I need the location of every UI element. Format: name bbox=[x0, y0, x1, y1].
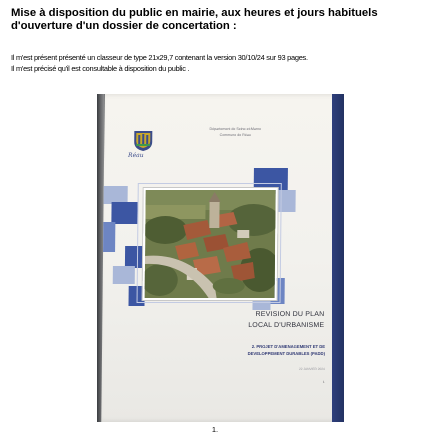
description-line-2: Il m'est précisé qu'il est consultable à disposition du public . bbox=[11, 63, 190, 73]
binder-spine bbox=[332, 94, 344, 422]
figure-caption: 1. bbox=[211, 425, 219, 434]
commune-logo-text: Réau bbox=[128, 152, 144, 159]
aerial-village-image bbox=[143, 188, 278, 300]
decor-block bbox=[113, 266, 135, 284]
cover-header-department: Département de Seine-et-Marne bbox=[209, 127, 262, 131]
decor-block bbox=[111, 202, 137, 224]
coat-of-arms-icon bbox=[133, 130, 153, 152]
cover-page-marker: 1 bbox=[322, 380, 325, 384]
cover-subtitle-line-1: 2. PROJET D'AMENAGEMENT ET DE bbox=[251, 344, 326, 349]
description-line-1: Il m'est présent présenté un classeur de type 21x29,7 contenant la version 30/10/24 sur 93 pages. bbox=[11, 53, 308, 62]
document-cover-photo bbox=[97, 94, 344, 422]
cover-page bbox=[101, 94, 342, 422]
description-paragraph bbox=[11, 53, 426, 74]
cover-header bbox=[160, 126, 310, 138]
cover-title bbox=[197, 309, 324, 331]
decor-block bbox=[103, 222, 115, 252]
cover-title-line-2: LOCAL D'URBANISME bbox=[248, 322, 325, 329]
section-heading: Mise à disposition du public en mairie, aux heures et jours habituels d'ouverture d'un dossier de concertation : bbox=[11, 7, 378, 32]
cover-date: 22 JANVIER 2024 bbox=[298, 367, 325, 371]
cover-subtitle bbox=[166, 343, 325, 357]
cover-header-commune: Commune de Réau bbox=[219, 133, 251, 137]
cover-title-line-1: REVISION DU PLAN bbox=[255, 311, 325, 318]
cover-subtitle-line-2: DEVELOPPEMENT DURABLES (PADD) bbox=[247, 351, 326, 356]
